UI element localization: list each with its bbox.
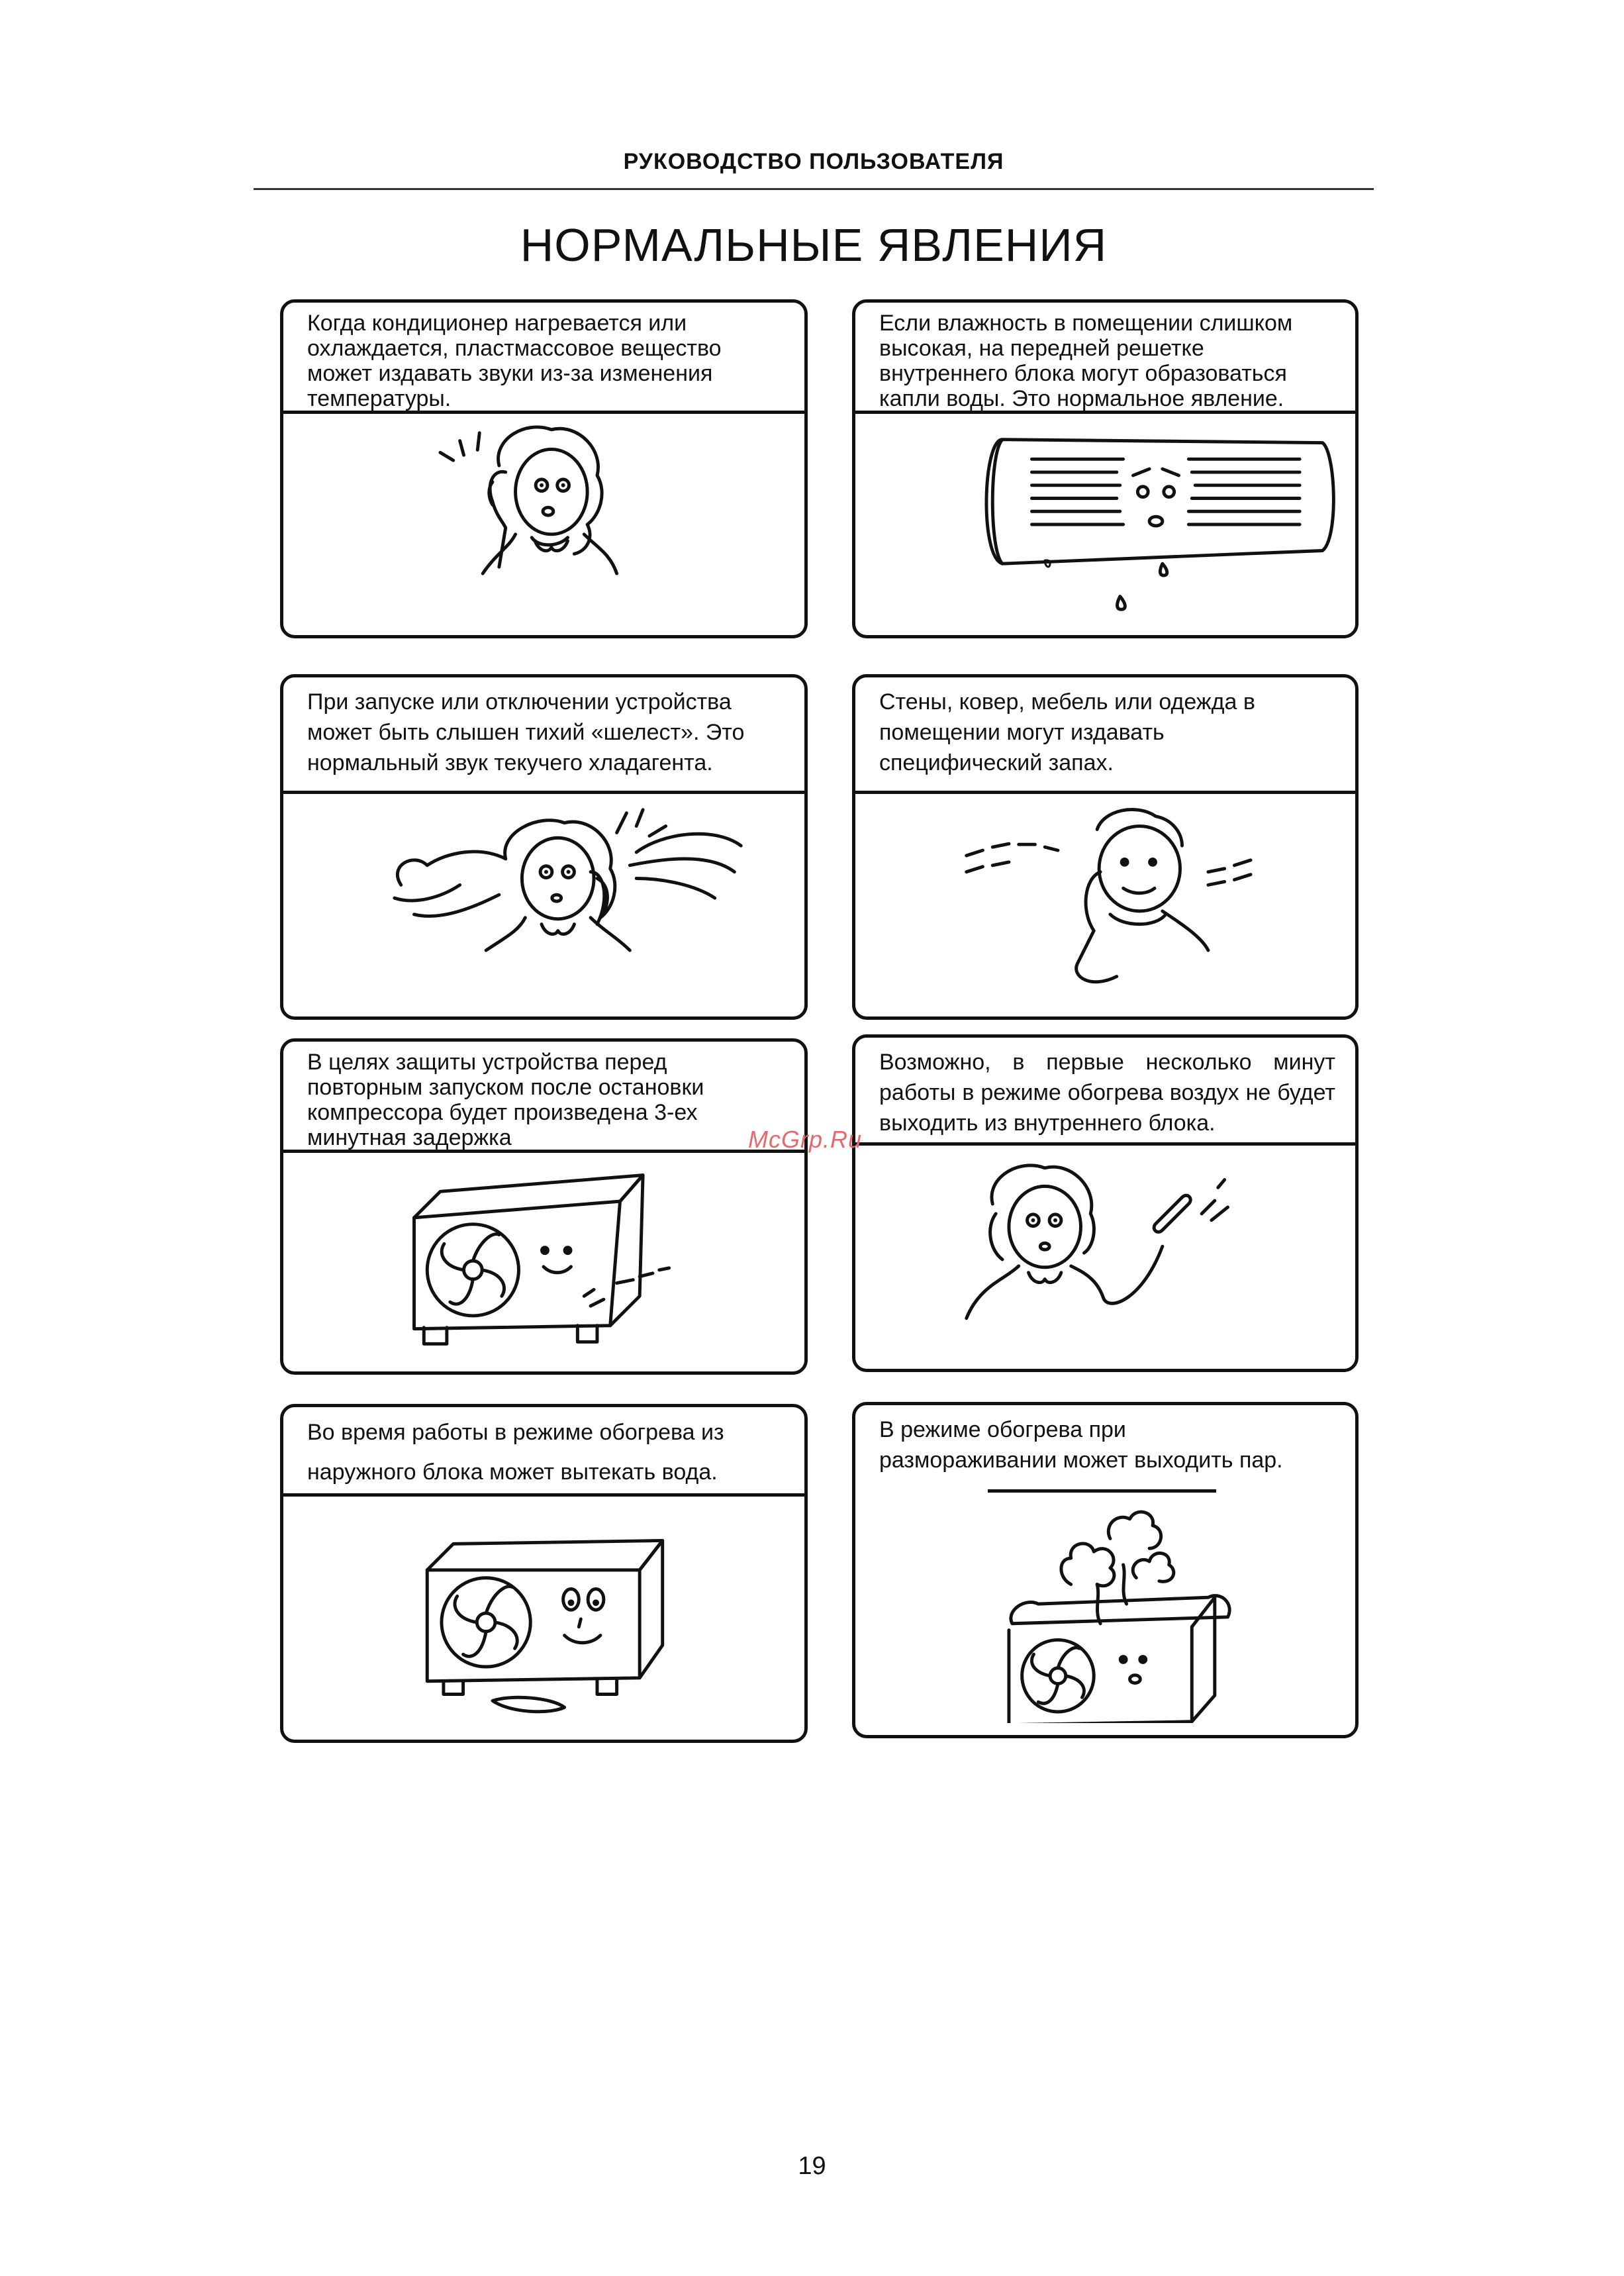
boy-smelling-icon [855, 799, 1355, 1011]
card-steam-defrost [852, 1402, 1359, 1738]
page-number: 19 [798, 2152, 826, 2180]
outdoor-unit-puddle-icon [283, 1503, 804, 1728]
card-restart-delay [280, 1038, 808, 1375]
card-specific-smell [852, 674, 1359, 1020]
card-water-drops [852, 299, 1359, 638]
outdoor-unit-waiting-icon [283, 1158, 804, 1363]
girl-hand-to-ear-icon [283, 419, 804, 630]
card-water-outdoor [280, 1404, 808, 1743]
page-title: НОРМАЛЬНЫЕ ЯВЛЕНИЯ [520, 219, 1108, 271]
card-divider [855, 791, 1355, 794]
running-header: РУКОВОДСТВО ПОЛЬЗОВАТЕЛЯ [623, 149, 1004, 174]
card-divider [283, 1493, 804, 1497]
card-rustle-sound [280, 674, 808, 1020]
card-divider [283, 411, 804, 414]
girl-hearing-swirls-icon [283, 799, 804, 1011]
girl-with-remote-icon [855, 1150, 1355, 1362]
card-divider [988, 1489, 1216, 1493]
card-divider [283, 791, 804, 794]
indoor-unit-dripping-icon [855, 419, 1355, 630]
card-text: При запуске или отключении устройства может быть слышен тихий «шелест». Это нормальный звук текучего хладагента. [307, 689, 745, 775]
card-plastic-sounds [280, 299, 808, 638]
card-no-air-heating [852, 1034, 1359, 1372]
card-text: Если влажность в помещении слишком высокая, на передней решетке внутреннего блока могут образоваться капли воды. Это нормальное явление. [879, 311, 1293, 411]
card-text: Когда кондиционер нагревается или охлаждается, пластмассовое вещество может издавать звуки из-за изменения температуры. [307, 311, 722, 411]
card-text: Стены, ковер, мебель или одежда в помещении могут издавать специфический запах. [879, 689, 1255, 775]
card-divider [855, 1142, 1355, 1146]
card-text: В целях защиты устройства перед повторным запуском после остановки компрессора будет произведена 3-ех минутная задержка [307, 1050, 704, 1150]
watermark: McGrp.Ru [748, 1126, 863, 1153]
card-divider [283, 1150, 804, 1153]
card-text: Возможно, в первые несколько минут работы в режиме обогрева воздух не будет выходить из внутреннего блока. [879, 1050, 1335, 1136]
card-text: В режиме обогрева при размораживании может выходить пар. [879, 1417, 1283, 1473]
card-text: Во время работы в режиме обогрева из наружного блока может вытекать вода. [307, 1420, 724, 1485]
header-rule [254, 188, 1374, 190]
card-divider [855, 411, 1355, 414]
outdoor-unit-steam-icon [855, 1498, 1355, 1723]
